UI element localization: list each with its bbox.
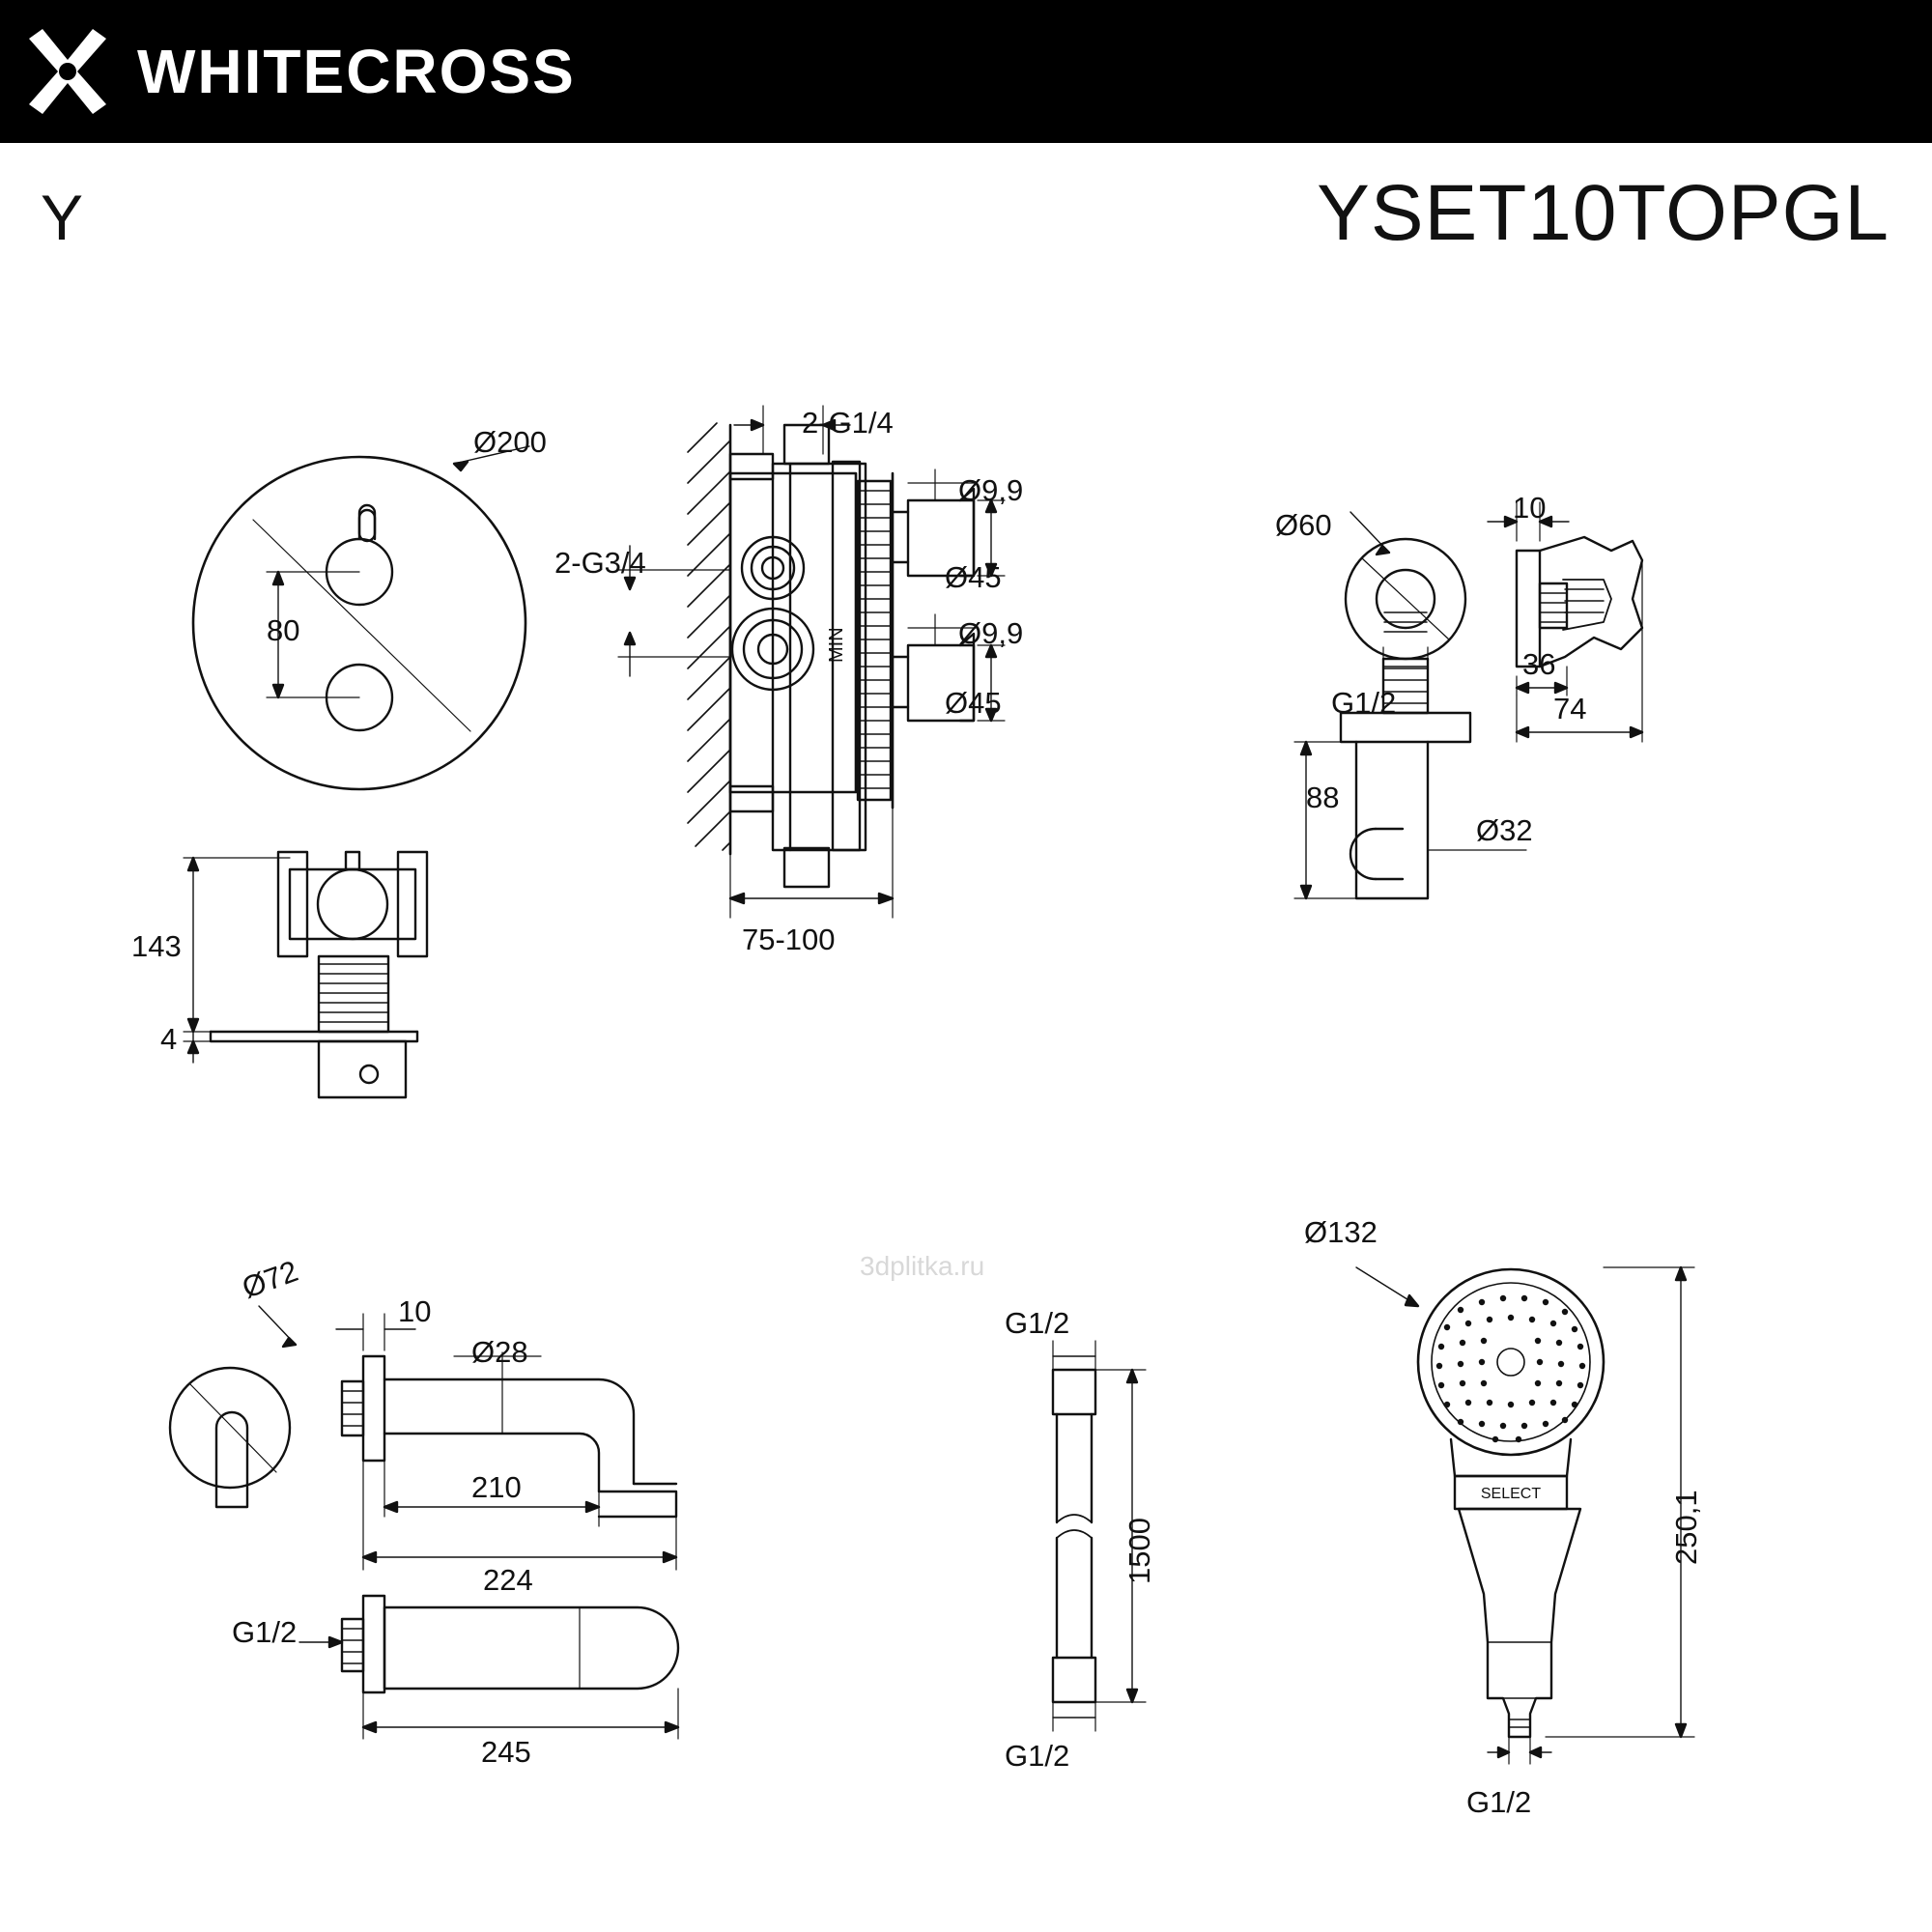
hand-shower-head (1356, 1267, 1694, 1764)
dim-label-80: 80 (267, 613, 300, 647)
dim-label-143: 143 (131, 929, 182, 963)
dim-label-250-1: 250,1 (1669, 1490, 1703, 1565)
model-code: YSET10TOPGL (1317, 169, 1889, 257)
dim-label-36: 36 (1522, 647, 1556, 681)
dim-label-10-outlet: 10 (1513, 491, 1547, 525)
svg-text:MIN: MIN (826, 627, 847, 663)
dim-label-g12-outlet: G1/2 (1331, 686, 1397, 720)
dim-label-88: 88 (1306, 781, 1340, 814)
dim-label-d28: Ø28 (471, 1335, 528, 1369)
dim-label-2g14: 2-G1/4 (802, 406, 894, 440)
dim-label-g12-shower: G1/2 (1466, 1785, 1532, 1819)
dim-label-g12-hose-bottom: G1/2 (1005, 1739, 1070, 1773)
dim-label-g12-spout: G1/2 (232, 1615, 298, 1649)
dim-label-4: 4 (160, 1022, 178, 1056)
concealed-body-section-view (618, 406, 1005, 918)
dim-label-10-spout: 10 (398, 1294, 432, 1328)
dim-label-245: 245 (481, 1735, 531, 1769)
concealed-body-side-view (184, 852, 427, 1097)
dim-label-2g34: 2-G3/4 (554, 546, 646, 580)
dim-label-d60: Ø60 (1275, 508, 1332, 542)
dim-label-d99-lower: Ø9,9 (958, 616, 1024, 650)
svg-text:SELECT: SELECT (1480, 1486, 1542, 1502)
dim-label-75-100: 75-100 (742, 923, 836, 956)
dim-label-d72: Ø72 (238, 1253, 303, 1305)
watermark: 3dplitka.ru (860, 1251, 985, 1281)
dim-label-d99-upper: Ø9,9 (958, 473, 1024, 507)
dim-label-d132: Ø132 (1304, 1215, 1378, 1249)
dim-label-d45-lower: Ø45 (945, 686, 1002, 720)
dim-label-210: 210 (471, 1470, 522, 1504)
dim-label-d200: Ø200 (473, 425, 547, 459)
series-code: Y (41, 182, 84, 253)
thermostatic-mixer-front-view (193, 446, 529, 789)
wall-mounted-spout-front-view (299, 1596, 678, 1739)
wall-mounted-spout-top-view (170, 1306, 676, 1570)
dim-label-74: 74 (1553, 692, 1587, 725)
brand-name: WHITECROSS (137, 37, 576, 106)
dim-label-224: 224 (483, 1563, 533, 1597)
dim-label-1500: 1500 (1122, 1518, 1156, 1584)
dim-label-d45-upper: Ø45 (945, 560, 1002, 594)
dim-label-d32: Ø32 (1476, 813, 1533, 847)
dim-label-g12-hose-top: G1/2 (1005, 1306, 1070, 1340)
